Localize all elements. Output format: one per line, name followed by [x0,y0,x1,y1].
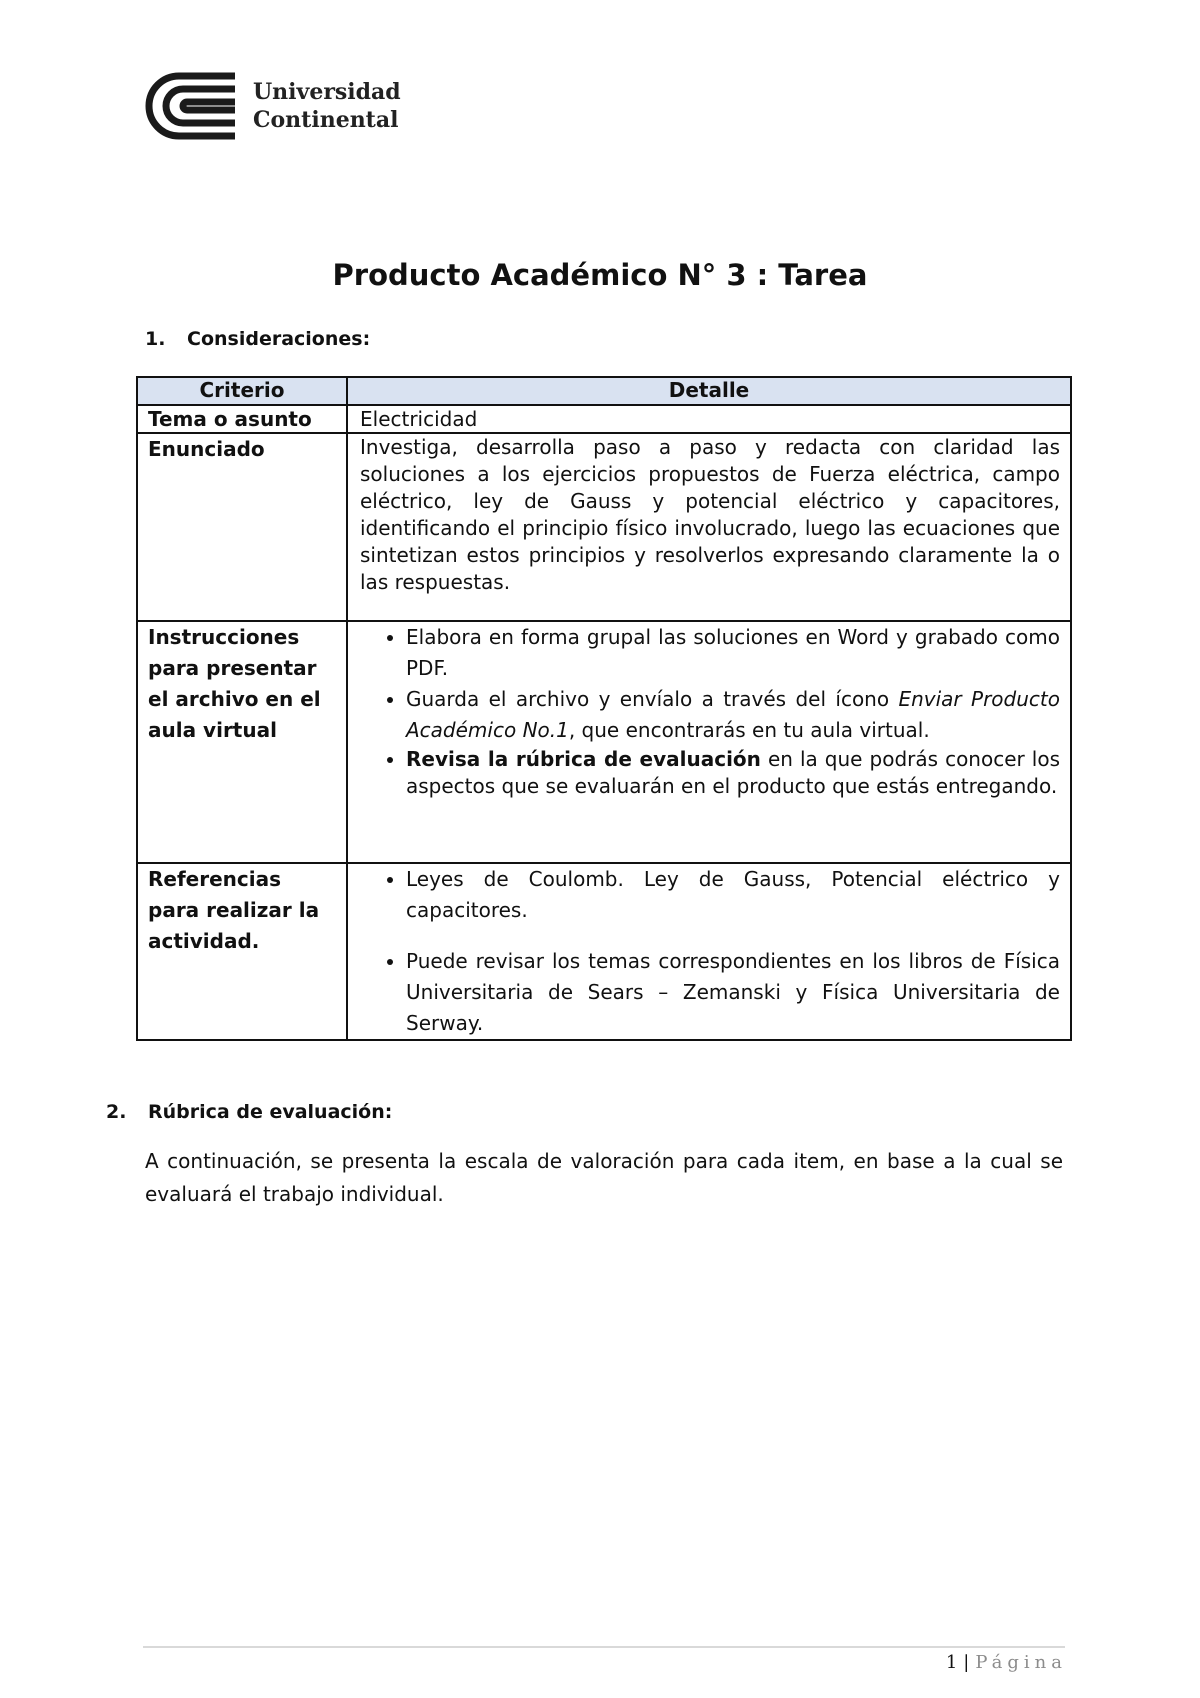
list-item-text: , que encontrarás en tu aula virtual. [568,718,930,742]
list-item-text: en la que podrás conocer los aspectos que se evaluarán en el producto que estás entregando. [406,747,1060,798]
list-item [406,746,1060,800]
list-item [406,684,1060,746]
table-row [137,863,1071,1040]
criterion-label: Instrucciones para presentar el archivo en el aula virtual [137,621,347,863]
page-label: Página [975,1652,1067,1673]
university-logo [143,70,403,142]
document-title: Producto Académico N° 3 : Tarea [332,258,868,292]
section-label: Consideraciones: [187,328,371,350]
bullet-list [360,864,1060,1039]
considerations-table [136,376,1072,1041]
section-2-paragraph: A continuación, se presenta la escala de valoración para cada item, en base a la cual se evaluará el trabajo individual. [145,1149,1063,1206]
section-heading-2 [106,1101,392,1123]
page-footer [946,1652,1067,1673]
list-item-italic: Enviar Producto Académico No.1 [406,687,1060,742]
table-header-row [137,377,1071,405]
section-heading-1 [145,328,370,350]
list-item: • Elabora en forma grupal las soluciones en Word y grabado como PDF. [406,622,1060,684]
table-row [137,433,1071,621]
criterion-detail: Electricidad [347,405,1071,433]
section-number: 1. [145,328,166,350]
criterion-label: Tema o asunto [137,405,347,433]
university-logo-icon [143,70,239,142]
section-label: Rúbrica de evaluación: [148,1101,393,1123]
list-item-text: Guarda el archivo y envíalo a través del ícono [406,687,899,711]
criterion-label: Enunciado [137,433,347,621]
criterion-detail [347,863,1071,1040]
bullet-list [360,622,1060,800]
logo-line-2: Continental [253,107,399,133]
footer-separator: | [963,1652,970,1673]
table-row [137,621,1071,863]
list-item-bold: Revisa la rúbrica de evaluación [406,747,761,771]
column-header-detalle: Detalle [347,377,1071,405]
column-header-criterio: Criterio [137,377,347,405]
list-item: • Puede revisar los temas correspondientes en los libros de Física Universitaria de Sears – Zemanski y Física Universitaria de Serway. [406,946,1060,1039]
logo-line-1: Universidad [253,79,401,105]
section-number: 2. [106,1101,127,1123]
criterion-detail [347,621,1071,863]
list-item: • Leyes de Coulomb. Ley de Gauss, Potencial eléctrico y capacitores. [406,864,1060,926]
criterion-detail: Investiga, desarrolla paso a paso y redacta con claridad las soluciones a los ejercicios propuestos de Fuerza eléctrica, campo eléctrico, ley de Gauss y potencial eléctrico y capacitores, identificando el principio físico involucrado, luego las ecuaciones que sintetizan estos principios y resolverlos expresando claramente la o las respuestas. [347,433,1071,621]
footer-divider [143,1646,1065,1648]
criterion-label: Referencias para realizar la actividad. [137,863,347,1040]
page-number: 1 [945,1652,958,1673]
table-row [137,405,1071,433]
